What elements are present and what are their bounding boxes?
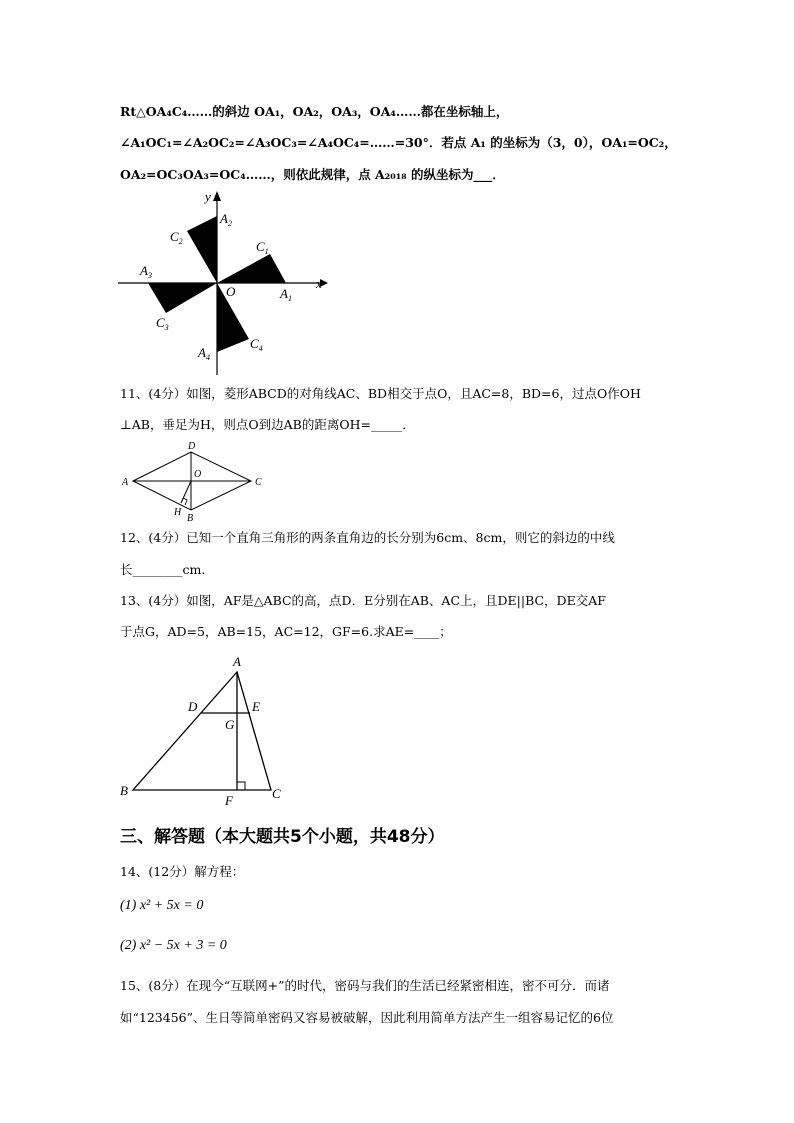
triangle-oa2c2: [187, 216, 217, 283]
right-angle-f: [237, 782, 245, 790]
svg-text:A1: [279, 286, 292, 303]
triangle-oa3c3: [148, 283, 217, 313]
label-a: A: [122, 477, 129, 488]
label-c1-sub: 1: [264, 247, 269, 256]
right-angle-h: [183, 498, 187, 505]
intro-line-2: ∠A₁OC₁=∠A₂OC₂=∠A₃OC₃=∠A₄OC₄=……=30°．若点 A₁ 的坐标为（3，0），OA₁=OC₂，: [120, 135, 677, 150]
label-c4-sub: 4: [258, 344, 263, 353]
label-c4: C: [250, 336, 259, 351]
svg-text:C2: [170, 229, 183, 246]
label-c: C: [255, 477, 262, 488]
label-b: B: [120, 783, 128, 798]
rhombus-figure: [118, 440, 273, 525]
label-c3: C: [156, 315, 165, 330]
label-c: C: [272, 786, 281, 801]
q11-line-1: 11、(4分）如图，菱形ABCD的对角线AC、BD相交于点O，且AC=8，BD=6，过点O作OH: [120, 386, 641, 401]
label-c2: C: [170, 229, 179, 244]
svg-text:A3: [139, 263, 152, 280]
label-x: x: [316, 276, 322, 291]
svg-text:C1: [256, 239, 269, 256]
label-b: B: [187, 513, 194, 524]
q15-line-2: 如“123456”、生日等简单密码又容易被破解，因此利用简单方法产生一组容易记忆的6位: [120, 1010, 614, 1025]
triangle-abc: [133, 672, 271, 790]
label-e: E: [252, 699, 260, 714]
triangle-oa1c1: [217, 254, 286, 283]
q13-line-2: 于点G，AD=5，AB=15，AC=12，GF=6.求AE=____；: [120, 624, 452, 639]
q14-equation-1: (1) x² + 5x = 0: [120, 898, 204, 913]
label-a4: A: [198, 345, 206, 360]
label-d: D: [188, 699, 198, 714]
q14-line-1: 14、(12分）解方程：: [120, 864, 245, 879]
label-c2-sub: 2: [178, 237, 183, 246]
label-y: y: [205, 189, 211, 204]
intro-line-3: OA₂=OC₃OA₃=OC₄……，则依此规律，点 A₂₀₁₈ 的纵坐标为___．: [120, 167, 505, 182]
intro-line-1: Rt△OA₄C₄……的斜边 OA₁，OA₂，OA₃，OA₄……都在坐标轴上，: [120, 104, 509, 119]
q11-line-2: ⊥AB，垂足为H，则点O到边AB的距离OH=_____．: [120, 417, 415, 432]
label-c1: C: [256, 239, 265, 254]
q12-line-2: 长________cm．: [120, 562, 214, 577]
label-d: D: [188, 441, 196, 452]
svg-text:C3: [156, 315, 169, 332]
q14-equation-2: (2) x² − 5x + 3 = 0: [120, 938, 227, 953]
pinwheel-figure: [110, 185, 340, 380]
label-a4-sub: 4: [205, 353, 210, 362]
y-axis-arrow: [213, 191, 221, 201]
label-c3-sub: 3: [164, 323, 169, 332]
label-o: O: [226, 284, 236, 299]
section-3-title: 三、解答题（本大题共5个小题，共48分）: [120, 827, 445, 847]
svg-text:A2: [219, 211, 232, 228]
label-a: A: [233, 654, 241, 669]
label-a1-sub: 1: [287, 294, 292, 303]
label-f: F: [225, 793, 233, 807]
svg-text:A4: [197, 345, 210, 362]
label-a1: A: [280, 286, 288, 301]
label-g: G: [225, 717, 235, 732]
q13-line-1: 13、(4分）如图，AF是△ABC的高，点D．E分别在AB、AC上，且DE||BC，DE交AF: [120, 593, 606, 608]
label-a2: A: [220, 211, 228, 226]
q15-line-1: 15、(8分）在现今“互联网+”的时代，密码与我们的生活已经紧密相连，密不可分．而诸: [120, 978, 610, 993]
label-a3: A: [140, 263, 148, 278]
label-a2-sub: 2: [227, 219, 232, 228]
triangle-figure: [115, 652, 290, 807]
q12-line-1: 12、(4分）已知一个直角三角形的两条直角边的长分别为6cm、8cm，则它的斜边的中线: [120, 530, 615, 545]
label-h: H: [174, 507, 182, 518]
label-a3-sub: 3: [147, 271, 152, 280]
label-o: O: [194, 469, 202, 480]
svg-text:C4: [250, 336, 263, 353]
